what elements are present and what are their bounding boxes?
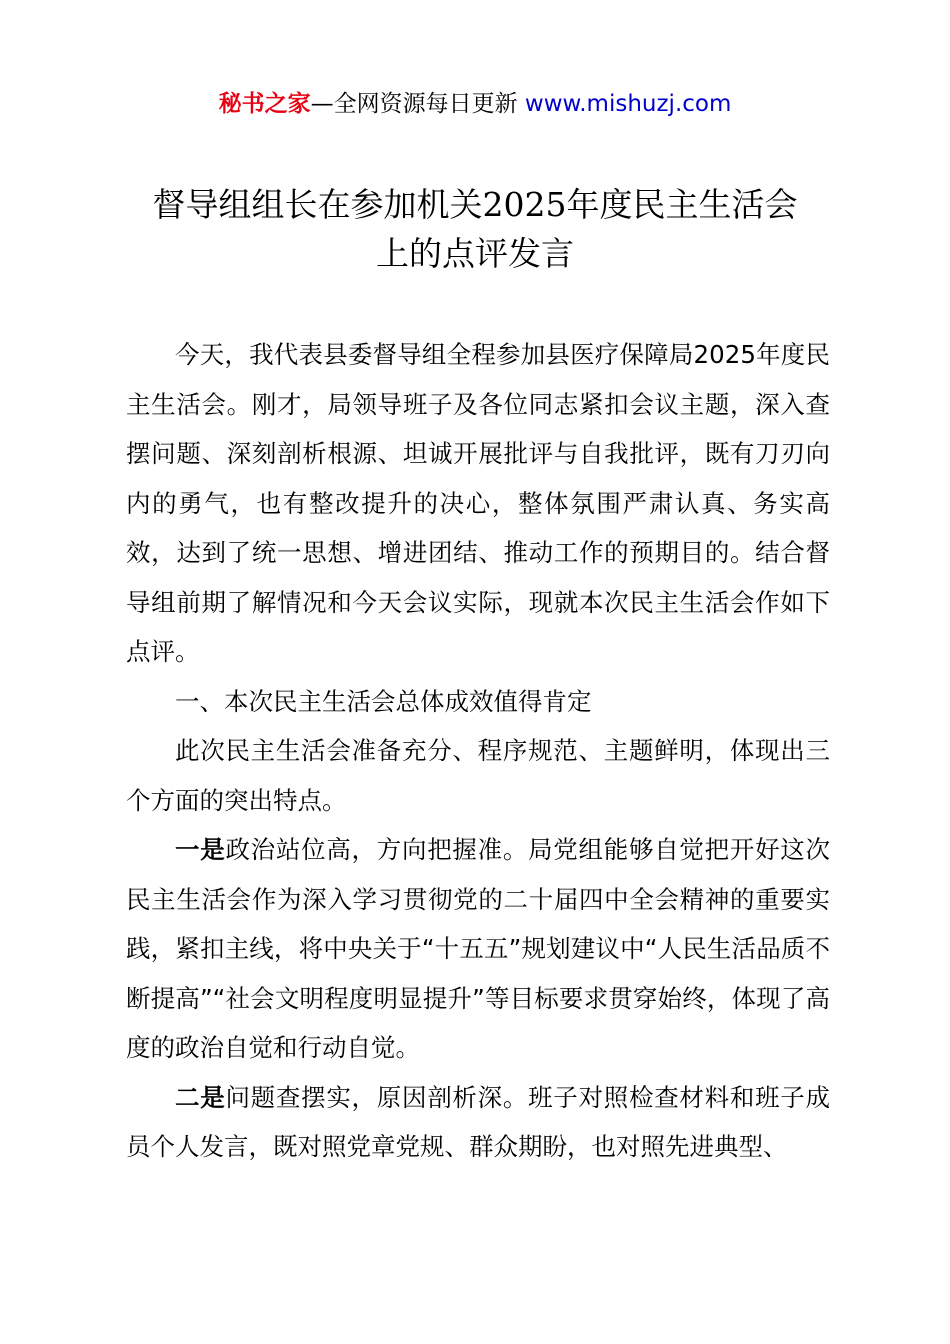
document-body	[126, 330, 830, 1172]
point-1-body: 政治站位高，方向把握准。局党组能够自觉把开好这次民主生活会作为深入学习贯彻党的二十届四中全会精神的重要实践，紧扣主线，将中央关于“十五五”规划建议中“人民生活品质不断提高”“社会文明程度明显提升”等目标要求贯穿始终，体现了高度的政治自觉和行动自觉。	[126, 835, 831, 1062]
section-heading-1: 一、本次民主生活会总体成效值得肯定	[175, 686, 592, 716]
point-2-lead: 二是	[175, 1082, 226, 1112]
point-1-lead: 一是	[175, 835, 226, 864]
paragraph-point-1	[126, 825, 830, 1073]
title-line-2: 上的点评发言	[376, 234, 574, 273]
site-header	[0, 86, 950, 122]
document-title	[100, 180, 850, 278]
site-url[interactable]: www.mishuzj.com	[524, 91, 732, 117]
title-line-1: 督导组组长在参加机关2025年度民主生活会	[152, 185, 798, 224]
paragraph-overview: 此次民主生活会准备充分、程序规范、主题鲜明，体现出三个方面的突出特点。	[126, 736, 830, 815]
paragraph-point-2	[126, 1073, 830, 1172]
brand-name: 秘书之家	[218, 91, 311, 117]
header-tagline: —全网资源每日更新	[310, 91, 518, 117]
point-2-body: 问题查摆实，原因剖析深。班子对照检查材料和班子成员个人发言，既对照党章党规、群众期盼，也对照先进典型、	[126, 1082, 831, 1161]
paragraph-intro: 今天，我代表县委督导组全程参加县医疗保障局2025年度民主生活会。刚才，局领导班子及各位同志紧扣会议主题，深入查摆问题、深刻剖析根源、坦诚开展批评与自我批评，既有刀刃向内的勇气，也有整改提升的决心，整体氛围严肃认真、务实高效，达到了统一思想、增进团结、推动工作的预期目的。结合督导组前期了解情况和今天会议实际，现就本次民主生活会作如下点评。	[126, 340, 830, 666]
